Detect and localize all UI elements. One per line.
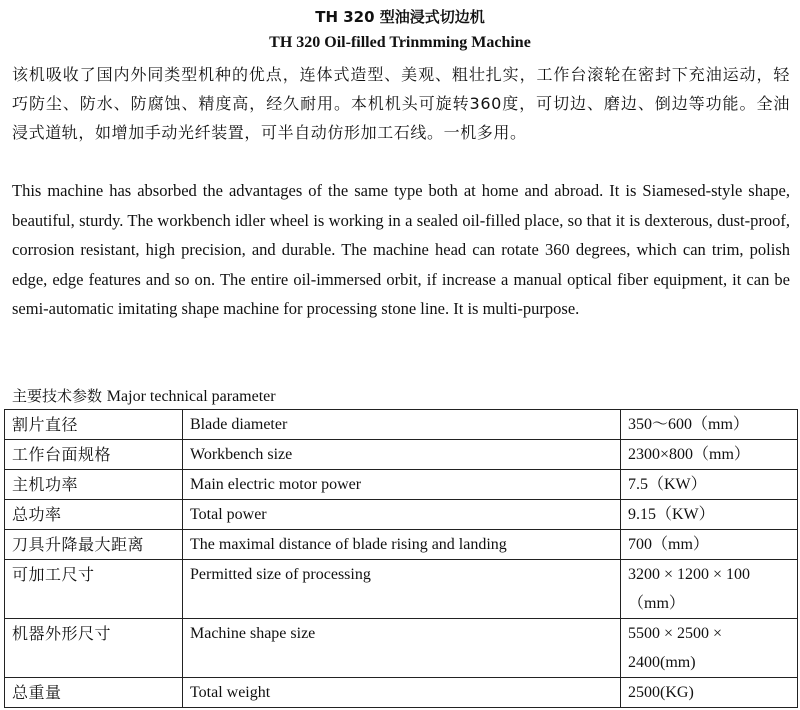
description-chinese: 该机吸收了国内外同类型机种的优点，连体式造型、美观、粗壮扎实，工作台滚轮在密封下充油运动，轻巧防尘、防水、防腐蚀、精度高，经久耐用。本机机头可旋转360度，可切边、磨边、倒边等功能。全油浸式道轨，如增加手动光纤装置，可半自动仿形加工石线。一机多用。 xyxy=(12,65,790,142)
param-name-cn: 工作台面规格 xyxy=(5,440,183,470)
table-row xyxy=(5,500,798,530)
param-name-en: Permitted size of processing xyxy=(183,560,621,619)
param-name-en: Main electric motor power xyxy=(183,470,621,500)
param-name-en: Machine shape size xyxy=(183,619,621,678)
param-value: 700（mm） xyxy=(621,530,798,560)
param-name-cn: 总重量 xyxy=(5,678,183,708)
table-row xyxy=(5,410,798,440)
param-value: 3200 × 1200 × 100（mm） xyxy=(621,560,798,619)
params-heading-en: Major technical parameter xyxy=(106,388,276,405)
table-row xyxy=(5,530,798,560)
param-name-en: Total power xyxy=(183,500,621,530)
title-chinese: TH 320 型油浸式切边机 xyxy=(315,8,485,26)
param-name-en: Workbench size xyxy=(183,440,621,470)
param-name-en: Total weight xyxy=(183,678,621,708)
param-value: 5500 × 2500 × 2400(mm) xyxy=(621,619,798,678)
param-name-cn: 可加工尺寸 xyxy=(5,560,183,619)
param-name-cn: 割片直径 xyxy=(5,410,183,440)
param-name-en: Blade diameter xyxy=(183,410,621,440)
param-value: 9.15（KW） xyxy=(621,500,798,530)
params-table xyxy=(4,409,798,708)
param-name-cn: 机器外形尺寸 xyxy=(5,619,183,678)
param-name-cn: 总功率 xyxy=(5,500,183,530)
param-value: 2300×800（mm） xyxy=(621,440,798,470)
param-value: 350～600（mm） xyxy=(621,410,798,440)
table-row xyxy=(5,619,798,678)
title-english: TH 320 Oil-filled Trinmming Machine xyxy=(269,34,531,51)
param-value: 7.5（KW） xyxy=(621,470,798,500)
table-row xyxy=(5,560,798,619)
params-heading xyxy=(12,385,276,406)
params-heading-cn: 主要技术参数 xyxy=(12,387,103,405)
param-name-cn: 主机功率 xyxy=(5,470,183,500)
param-value: 2500(KG) xyxy=(621,678,798,708)
table-row xyxy=(5,470,798,500)
param-name-cn: 刀具升降最大距离 xyxy=(5,530,183,560)
table-row xyxy=(5,678,798,708)
table-row xyxy=(5,440,798,470)
description-english: This machine has absorbed the advantages of the same type both at home and abroad. It is Siamesed-style shape, beautiful, sturdy. The workbench idler wheel is working in a sealed oil-filled place, so that it is dexterous, dust-proof, corrosion resistant, high precision, and durable. The machine head can rotate 360 degrees, which can trim, polish edge, edge features and so on. The entire oil-immersed orbit, if increase a manual optical fiber equipment, it can be semi-automatic imitating shape machine for processing stone line. It is multi-purpose. xyxy=(12,181,790,318)
param-name-en: The maximal distance of blade rising and landing xyxy=(183,530,621,560)
